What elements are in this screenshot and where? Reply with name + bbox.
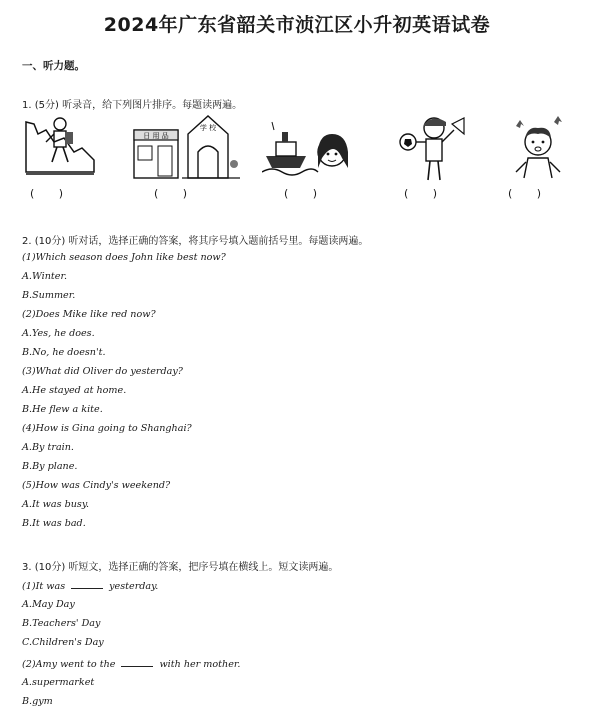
q2-line: B.It was bad. <box>22 518 86 529</box>
q2-line: A.Yes, he does. <box>22 328 95 339</box>
answer-blank-4[interactable]: ( ) <box>404 187 438 200</box>
sick-boy-icon <box>504 112 572 182</box>
q2-line: (3)What did Oliver do yesterday? <box>22 366 183 377</box>
svg-text:日 用 品: 日 用 品 <box>143 132 169 140</box>
shop-school-icon <box>130 112 245 182</box>
fill-blank[interactable] <box>121 657 153 667</box>
q2-line: B.No, he doesn't. <box>22 347 106 358</box>
q2-line: (5)How was Cindy's weekend? <box>22 480 171 491</box>
q2-line: B.By plane. <box>22 461 78 472</box>
answer-blank-1[interactable]: ( ) <box>30 187 64 200</box>
ship-girl-icon <box>262 112 354 182</box>
answer-blank-5[interactable]: ( ) <box>508 187 542 200</box>
q2-line: (4)How is Gina going to Shanghai? <box>22 423 192 434</box>
q2-line: A.It was busy. <box>22 499 90 510</box>
answer-blank-3[interactable]: ( ) <box>284 187 318 200</box>
q2-line: B.Summer. <box>22 290 76 301</box>
q3-item-1 <box>22 579 158 592</box>
q3-item-2-start: (2)Amy went to the <box>22 659 116 670</box>
q3-option: B.gym <box>22 696 53 707</box>
question-1-header: 1. (5分) 听录音，给下列图片排序。每题读两遍。 <box>22 100 243 111</box>
question-2-header: 2. (10分) 听对话，选择正确的答案，将其序号填入题前括号里。每题读两遍。 <box>22 236 369 247</box>
q3-item-1-start: (1)It was <box>22 581 66 592</box>
page-title: 2024年广东省韶关市浈江区小升初英语试卷 <box>103 14 491 36</box>
q2-line: A.By train. <box>22 442 74 453</box>
q2-line: B.He flew a kite. <box>22 404 103 415</box>
answer-blank-2[interactable]: ( ) <box>154 187 188 200</box>
q3-option: C.Children's Day <box>22 637 104 648</box>
q2-line: (2)Does Mike like red now? <box>22 309 156 320</box>
q2-line: A.He stayed at home. <box>22 385 127 396</box>
question-3-header: 3. (10分) 听短文，选择正确的答案，把序号填在横线上。短文读两遍。 <box>22 562 339 573</box>
q2-line: (1)Which season does John like best now? <box>22 252 226 263</box>
section-heading: 一、听力题。 <box>22 60 85 72</box>
q3-option: A.May Day <box>22 599 75 610</box>
q3-item-2-end: with her mother. <box>159 659 241 670</box>
q3-item-2 <box>22 657 240 670</box>
q3-option: B.Teachers' Day <box>22 618 101 629</box>
hiker-icon <box>24 112 96 182</box>
soccer-boy-icon <box>398 112 466 182</box>
q2-line: A.Winter. <box>22 271 68 282</box>
q3-option: A.supermarket <box>22 677 95 688</box>
q3-item-1-end: yesterday. <box>109 581 159 592</box>
fill-blank[interactable] <box>71 579 103 589</box>
svg-text:学 校: 学 校 <box>199 124 217 132</box>
